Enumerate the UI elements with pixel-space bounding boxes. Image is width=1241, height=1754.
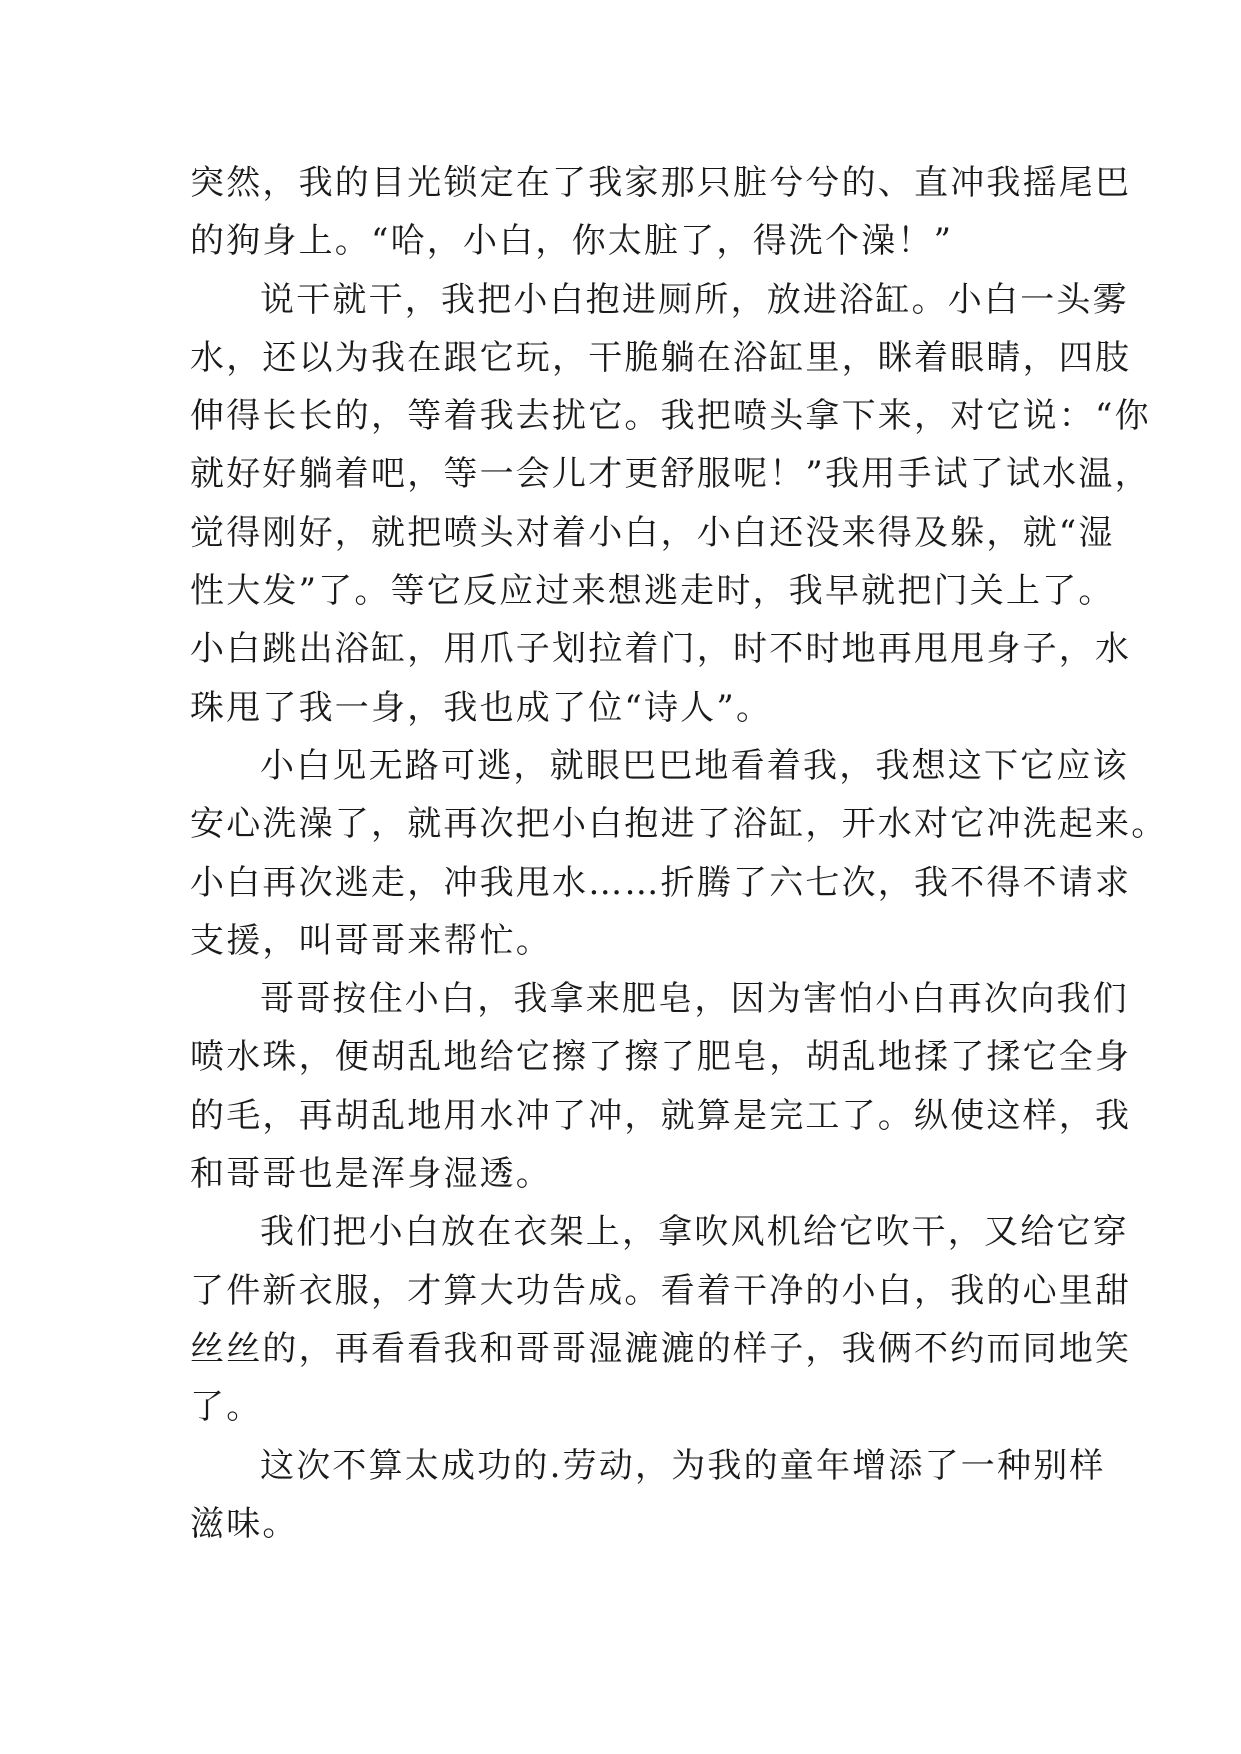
paragraph-first-line: 说干就干，我把小白抱进厕所，放进浴缸。小白一头雾 — [260, 279, 1129, 320]
text-line: 喷水珠，便胡乱地给它擦了擦了肥皂，胡乱地揉了揉它全身 — [190, 1037, 1132, 1078]
text-line: 觉得刚好，就把喷头对着小白，小白还没来得及躲，就“湿 — [190, 512, 1115, 553]
text-line: 水，还以为我在跟它玩，干脆躺在浴缸里，眯着眼睛，四肢 — [190, 337, 1132, 378]
text-line: 性大发”了。等它反应过来想逃走时，我早就把门关上了。 — [190, 571, 1115, 612]
text-line: 和哥哥也是浑身湿透。 — [190, 1154, 552, 1195]
text-line: 突然，我的目光锁定在了我家那只脏兮兮的、直冲我摇尾巴 — [190, 163, 1132, 203]
paragraph-first-line: 这次不算太成功的.劳动，为我的童年增添了一种别样 — [260, 1445, 1106, 1486]
text-line: 安心洗澡了，就再次把小白抱进了浴缸，开水对它冲洗起来。 — [190, 804, 1168, 845]
text-line: 小白跳出浴缸，用爪子划拉着门，时不时地再甩甩身子，水 — [190, 629, 1132, 670]
text-line: 滋味。 — [190, 1503, 299, 1544]
text-line: 支援，叫哥哥来帮忙。 — [190, 920, 552, 961]
paragraph-first-line: 我们把小白放在衣架上，拿吹风机给它吹干，又给它穿 — [260, 1212, 1129, 1253]
text-line: 珠甩了我一身，我也成了位“诗人”。 — [190, 687, 773, 728]
text-line: 伸得长长的，等着我去扰它。我把喷头拿下来，对它说：“你 — [190, 396, 1151, 437]
text-line: 了。 — [190, 1387, 263, 1428]
text-line: 丝丝的，再看看我和哥哥湿漉漉的样子，我俩不约而同地笑 — [190, 1328, 1132, 1369]
text-line: 的狗身上。“哈，小白，你太脏了，得洗个澡！” — [190, 221, 954, 262]
document-body — [190, 154, 1168, 1553]
paragraph-first-line: 哥哥按住小白，我拿来肥皂，因为害怕小白再次向我们 — [260, 979, 1129, 1020]
paragraph-first-line: 小白见无路可逃，就眼巴巴地看着我，我想这下它应该 — [260, 745, 1129, 786]
text-line: 了件新衣服，才算大功告成。看着干净的小白，我的心里甜 — [190, 1270, 1132, 1311]
text-line: 小白再次逃走，冲我甩水……折腾了六七次，我不得不请求 — [190, 862, 1132, 903]
text-line: 就好好躺着吧，等一会儿才更舒服呢！”我用手试了试水温， — [190, 454, 1151, 495]
text-line: 的毛，再胡乱地用水冲了冲，就算是完工了。纵使这样，我 — [190, 1095, 1132, 1136]
